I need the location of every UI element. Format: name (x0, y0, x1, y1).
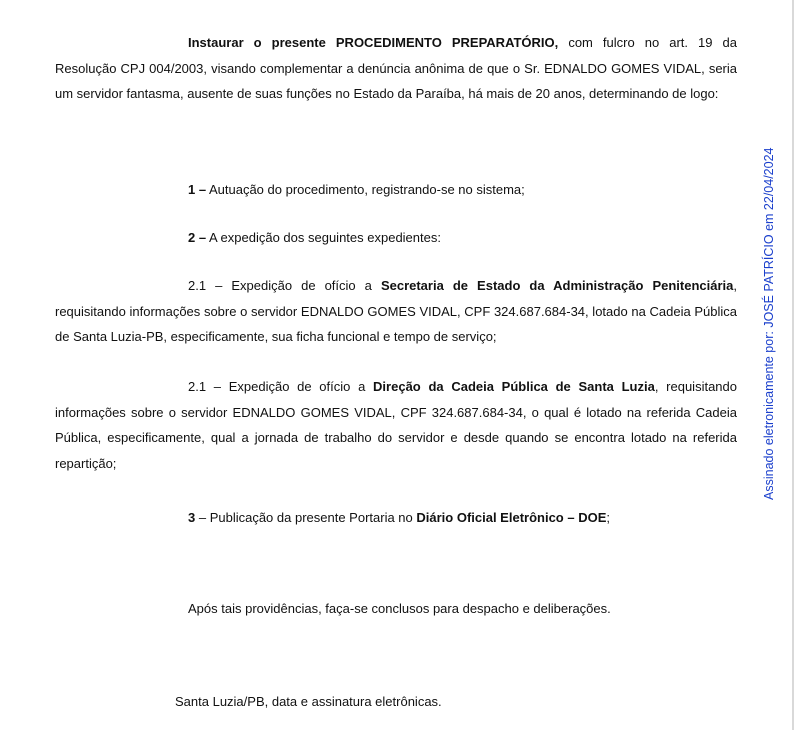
procedure-type: PROCEDIMENTO PREPARATÓRIO, (335, 35, 559, 50)
closing-statement: Após tais providências, faça-se conclusos para despacho e deliberações. (188, 601, 611, 616)
item-1-number: 1 – (188, 182, 207, 197)
intro-paragraph (55, 30, 737, 107)
intro-verb: Instaurar o presente (188, 35, 326, 50)
item-2-1-a-pre: 2.1 – Expedição de ofício a (188, 278, 381, 293)
item-3-journal: Diário Oficial Eletrônico – DOE (416, 510, 607, 525)
item-3-number: 3 (188, 510, 196, 525)
item-2-1-a-recipient: Secretaria de Estado da Administração Penitenciária (380, 278, 734, 293)
item-3 (188, 510, 610, 526)
place-and-date: Santa Luzia/PB, data e assinatura eletrônicas. (175, 694, 442, 709)
item-2 (188, 230, 441, 246)
item-2-1-a-text: , requisitando informações sobre o servidor EDNALDO GOMES VIDAL, CPF 324.687.684-34, lotado na Cadeia Pública de Santa Luzia-PB, especificamente, sua ficha funcional e tempo de serviço; (55, 278, 737, 344)
electronic-signature-stamp: Assinado eletronicamente por: JOSÉ PATRÍCIO em 22/04/2024 (762, 147, 776, 500)
item-1-text: Autuação do procedimento, registrando-se no sistema; (206, 182, 525, 197)
item-1 (188, 182, 525, 198)
intro-text: com fulcro no art. 19 da Resolução CPJ 004/2003, visando complementar a denúncia anônima de que o Sr. EDNALDO GOMES VIDAL, seria um servidor fantasma, ausente de suas funções no Estado da Paraíba, há mais de 20 anos, determinando de logo: (55, 35, 737, 101)
item-2-1-b-text: , requisitando informações sobre o servidor EDNALDO GOMES VIDAL, CPF 324.687.684-34, o qual é lotado na referida Cadeia Pública, especificamente, qual a jornada de trabalho do servidor e desde quando se encontra lotado na referida repartição; (55, 379, 737, 471)
item-2-number: 2 – (188, 230, 207, 245)
item-2-1-b-recipient: Direção da Cadeia Pública de Santa Luzia (373, 379, 655, 394)
item-2-1-a (55, 273, 737, 350)
item-2-1-b (55, 374, 737, 476)
item-2-text: A expedição dos seguintes expedientes: (206, 230, 441, 245)
item-3-post: ; (606, 510, 610, 525)
item-2-1-b-pre: 2.1 – Expedição de ofício a (188, 379, 374, 394)
item-3-pre: – Publicação da presente Portaria no (195, 510, 417, 525)
